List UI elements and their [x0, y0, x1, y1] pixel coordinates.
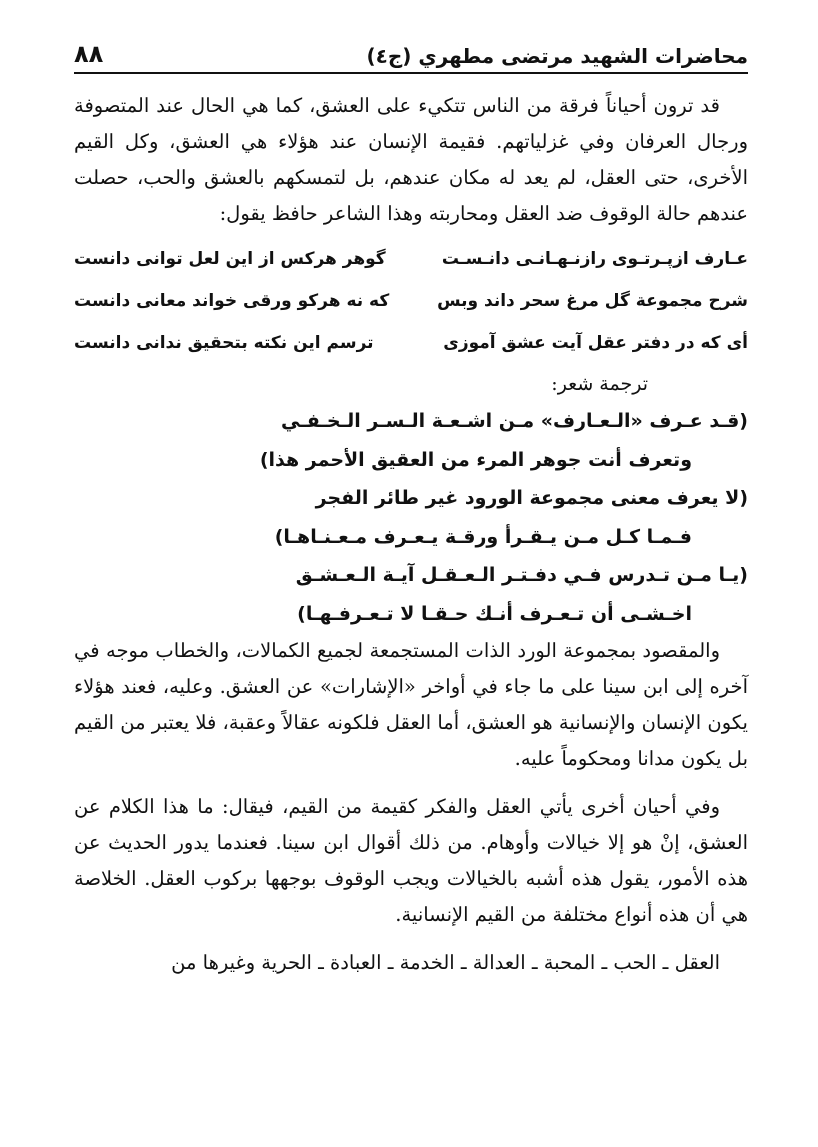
poem-hemistich-right: عـارف ازپـرتـوى رازنـهـانـى دانـسـت [441, 249, 748, 269]
paragraph-gap [74, 933, 748, 945]
paragraph-reason: وفي أحيان أخرى يأتي العقل والفكر كقيمة من القيم، فيقال: ما هذا الكلام عن العشق، إنْ هو إلا خيالات وأوهام. من ذلك أقوال ابن سينا. فعندما يدور الحديث عن هذه الأمور، يقول هذه أشبه بالخيالات ويجب الوقوف بوجهها بركوب العقل. الخلاصة هي أن هذه أنواع مختلفة من القيم الإنسانية. [74, 795, 748, 926]
poem-hemistich-right: أى كه در دفتر عقل آيت عشق آموزى [443, 333, 748, 353]
paragraph-gap [74, 777, 748, 789]
paragraph-explanation: والمقصود بمجموعة الورد الذات المستجمعة لجميع الكمالات، والخطاب موجه في آخره إلى ابن سينا على ما جاء في أواخر «الإشارات» عن العشق. وعليه، فعند هؤلاء يكون الإنسان والإنسانية هو العشق، أما العقل فلكونه عقالاً وعقبة، فلا يعتبر من القيم بل يكون مدانا ومحكوماً عليه. [74, 639, 748, 770]
running-title: محاضرات الشهيد مرتضى مطهري (ج٤) [366, 44, 748, 68]
poem-hemistich-left: كه نه هركو ورقى خواند معانى دانست [74, 291, 390, 311]
poem-hemistich-right: شرح مجموعة گل مرغ سحر داند وبس [437, 291, 748, 311]
paragraph-intro: قد ترون أحياناً فرقة من الناس تتكيء على العشق، كما هي الحال عند المتصوفة ورجال العرفان وفي غزلياتهم. فقيمة الإنسان عند هؤلاء هي العشق، وكل القيم الأخرى، حتى العقل، لم يعد له مكان عندهم، بل لتمسكهم بالعشق والحب، حصلت عندهم حالة الوقوف ضد العقل ومحاربته وهذا الشاعر حافظ يقول: [74, 94, 748, 225]
translation-line: اخـشـى أن تـعـرف أنـك حـقـا لا تـعـرفـهـا) [297, 602, 692, 625]
poem-verse [74, 322, 748, 364]
page-header [74, 28, 748, 74]
translation-line: وتعرف أنت جوهر المرء من العقيق الأحمر هذا) [259, 448, 692, 471]
translation-line: (لا يعرف معنى مجموعة الورود غير طائر الفجر [315, 487, 748, 509]
translation-line: (قـد عـرف «الـعـارف» مـن اشـعـة الـسـر الـخـفـي [281, 410, 748, 432]
translation-line: (يـا مـن تـدرس فـي دفـتـر الـعـقـل آيـة الـعـشـق [295, 564, 748, 586]
poem-hemistich-left: گوهر هركس از اين لعل توانى دانست [74, 249, 386, 269]
poem-verse [74, 280, 748, 322]
persian-poem [74, 238, 748, 364]
translation-label: ترجمة شعر: [551, 373, 648, 395]
poem-hemistich-left: ترسم اين نكته بتحقيق ندانى دانست [74, 333, 374, 353]
translation-line: فـمـا كـل مـن يـقـرأ ورقـة يـعـرف مـعـنـاهـا) [274, 525, 692, 548]
page-number: ٨٨ [74, 40, 104, 68]
poem-translation [74, 402, 748, 633]
poem-verse [74, 238, 748, 280]
paragraph-values-list: العقل ـ الحب ـ المحبة ـ العدالة ـ الخدمة ـ العبادة ـ الحرية وغيرها من [171, 951, 720, 974]
